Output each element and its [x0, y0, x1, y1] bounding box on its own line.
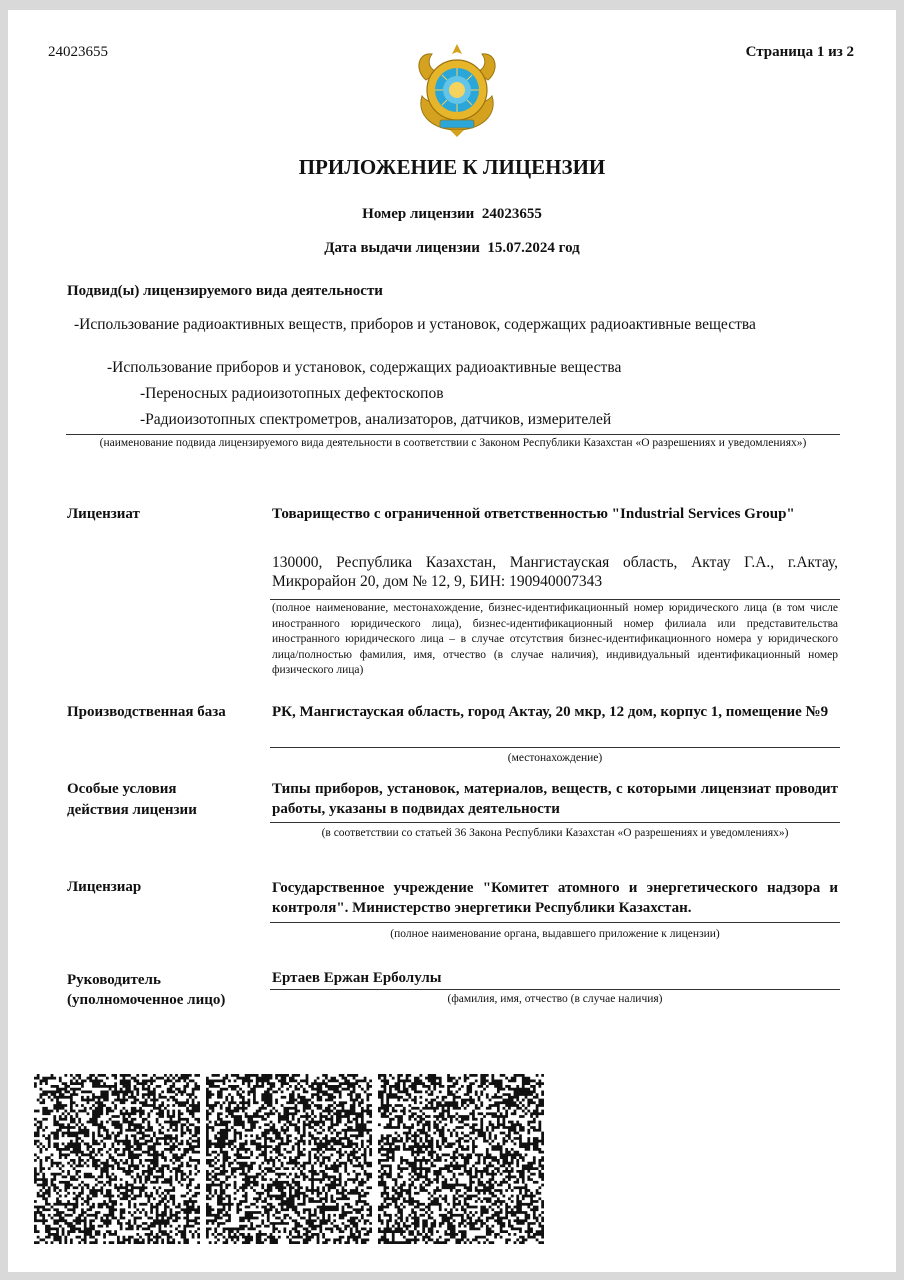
licensor-value: Государственное учреждение "Комитет атомного и энергетического надзора и контроля". Министерство энергетики Республики Казахстан. [272, 880, 838, 916]
production-base-value: РК, Мангистауская область, город Актау, 20 мкр, 12 дом, корпус 1, помещение №9 [272, 704, 829, 720]
special-conditions-label: Особые условия действия лицензии [67, 781, 197, 818]
subtype-item-2: -Использование приборов и установок, содержащих радиоактивные вещества [107, 359, 622, 376]
head-value: Ертаев Ержан Ерболулы [272, 970, 442, 986]
license-date-label: Дата выдачи лицензии [324, 240, 480, 256]
divider [270, 922, 840, 923]
divider [66, 434, 840, 435]
licensor-note: (полное наименование органа, выдавшего приложение к лицензии) [390, 928, 720, 940]
subtypes-heading: Подвид(ы) лицензируемого вида деятельности [67, 283, 383, 299]
qr-code [378, 1074, 544, 1244]
licensor-label: Лицензиар [67, 879, 142, 895]
licensee-address: 130000, Республика Казахстан, Мангистауская область, Актау Г.А., г.Актау, Микрорайон 20, дом № 12, 9, БИН: 190940007343 [272, 554, 838, 590]
licensee-note: (полное наименование, местонахождение, бизнес-идентификационный номер юридического лица (в том числе иностранного юридического лица), бизнес-идентификационный номер филиала или представительства иностранного юридического лица – в случае отсутствия бизнес-идентификационного номера у юридического лица/полностью фамилия, имя, отчество (в случае наличия), индивидуальный идентификационный номер физического лица) [272, 602, 838, 676]
license-number-row [8, 206, 896, 223]
subtypes-note: (наименование подвида лицензируемого вида деятельности в соответствии с Законом Республики Казахстан «О разрешениях и уведомлениях») [99, 437, 807, 449]
special-conditions-value: Типы приборов, установок, материалов, веществ, с которыми лицензиат проводит работы, указаны в подвидах деятельности [272, 781, 838, 817]
licensee-name: Товарищество с ограниченной ответственностью "Industrial Services Group" [272, 506, 795, 522]
qr-code [34, 1074, 200, 1244]
production-base-note: (местонахождение) [507, 752, 603, 764]
subtype-item-3: -Переносных радиоизотопных дефектоскопов [140, 385, 444, 402]
production-base-label: Производственная база [67, 704, 226, 720]
page-title: ПРИЛОЖЕНИЕ К ЛИЦЕНЗИИ [298, 155, 606, 179]
head-label: Руководитель (уполномоченное лицо) [67, 972, 226, 1008]
document-page [8, 10, 896, 1272]
subtype-item-4: -Радиоизотопных спектрометров, анализаторов, датчиков, измерителей [140, 411, 612, 428]
divider [270, 599, 840, 600]
divider [270, 747, 840, 748]
divider [270, 822, 840, 823]
state-emblem-icon [412, 40, 502, 138]
doc-number: 24023655 [48, 44, 108, 60]
license-number-value: 24023655 [481, 206, 542, 222]
head-note: (фамилия, имя, отчество (в случае наличия) [447, 993, 663, 1005]
subtype-item-1: -Использование радиоактивных веществ, приборов и установок, содержащих радиоактивные вещества [74, 316, 756, 333]
license-date-row [8, 240, 896, 257]
qr-code [206, 1074, 372, 1244]
license-number-label: Номер лицензии [362, 206, 475, 222]
licensee-label: Лицензиат [67, 506, 140, 522]
special-conditions-note: (в соответствии со статьей 36 Закона Республики Казахстан «О разрешениях и уведомлениях») [321, 827, 789, 839]
divider [270, 989, 840, 990]
license-date-value: 15.07.2024 год [487, 240, 580, 256]
page-info: Страница 1 из 2 [745, 44, 854, 60]
